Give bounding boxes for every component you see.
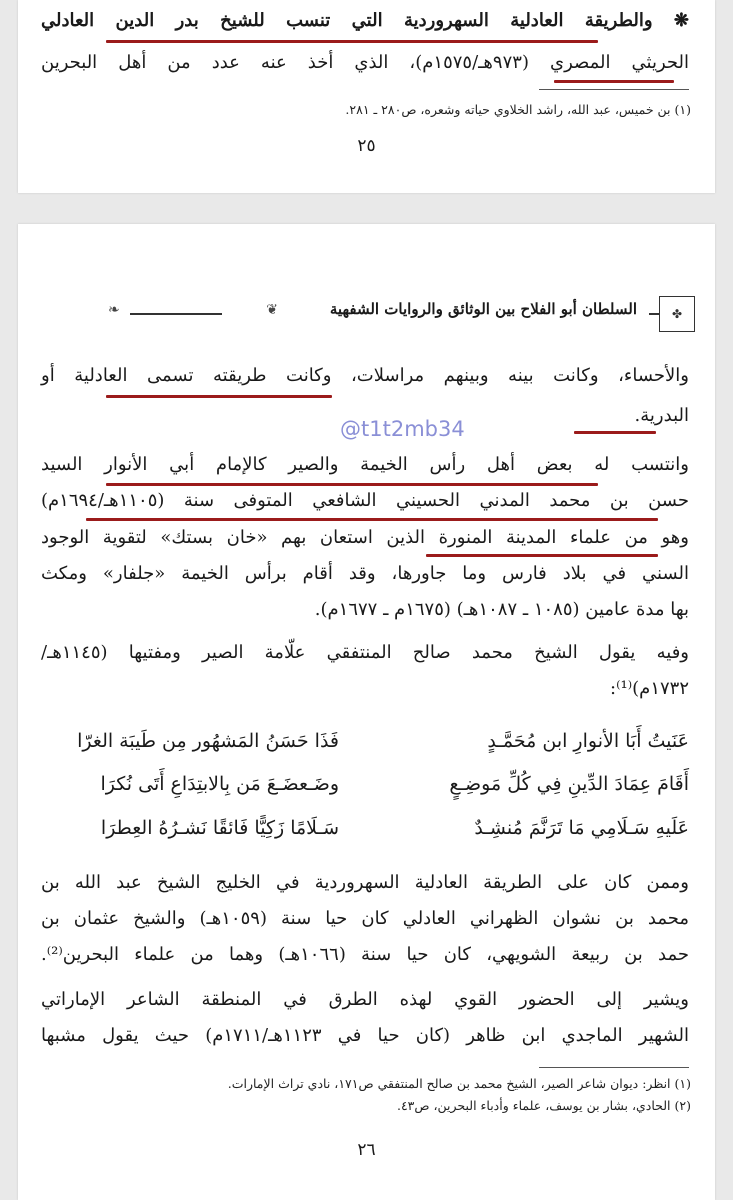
verse-2-left: وضَـعضَـعَ مَن بِالابتِدَاعِ أَتَى نُكرَا	[100, 773, 339, 795]
bottom-page	[18, 224, 715, 1200]
top-footnote: (١) بن خميس، عبد الله، راشد الخلاوي حياته وشعره، ص٢٨٠ ـ ٢٨١.	[345, 102, 691, 117]
top-text-line-1: ❋ والطريقة العادلية السهروردية التي تنسب للشيخ بدر الدين العادلي	[41, 10, 689, 31]
verse-2-right: أَقَامَ عِمَادَ الدِّينِ فِي كُلِّ مَوضِـعٍ	[449, 773, 689, 795]
ornament-icon: ✤	[671, 307, 683, 321]
underline	[554, 80, 674, 83]
header-flourish-icon: ❧	[108, 302, 120, 318]
header-line	[130, 313, 222, 315]
paragraph-1-line-1: والأحساء، وكانت بينه وبينهم مراسلات، وكانت طريقته تسمى العادلية أو	[41, 365, 689, 386]
footnote-1: (١) انظر: ديوان شاعر الصير، الشيخ محمد بن صالح المنتفقي ص١٧١، نادي تراث الإمارات.	[227, 1076, 691, 1091]
paragraph-3-line-1: وفيه يقول الشيخ محمد صالح المنتفقي علّامة الصير ومفتيها (١١٤٥هـ/	[41, 642, 689, 663]
header-title: السلطان أبو الفلاح بين الوثائق والروايات الشفهية	[329, 300, 637, 318]
paragraph-3-line-2: ١٧٣٢م)⁽¹⁾:	[610, 678, 689, 699]
paragraph-5-line-1: ويشير إلى الحضور القوي لهذه الطرق في المنطقة الشاعر الإماراتي	[41, 989, 689, 1010]
footnote-2: (٢) الحادي، بشار بن يوسف، علماء وأدباء البحرين، ص٤٣.	[396, 1098, 691, 1113]
underline	[426, 554, 658, 557]
page-number: ٢٥	[357, 136, 376, 156]
paragraph-2-line-3: وهو من علماء المدينة المنورة الذين استعان بهم «خان بستك» لتقوية الوجود	[41, 527, 689, 548]
header-line	[649, 313, 659, 315]
paragraph-4-line-2: محمد بن نشوان الظهراني العادلي كان حيا سنة (١٠٥٩هـ) والشيخ عثمان بن	[41, 908, 690, 929]
verse-3-right: عَلَيهِ سَـلَامِي مَا تَرَنَّمَ مُنشِـدٌ	[474, 817, 689, 839]
paragraph-4-line-1: وممن كان على الطريقة العادلية السهروردية في الخليج الشيخ عبد الله بن	[41, 872, 689, 893]
underline	[86, 518, 658, 521]
verse-1-left: فَذَا حَسَنُ المَشهُور مِن طَيبَة الغرّا	[77, 730, 339, 752]
verse-1-right: عَنَيتُ أَبَا الأنوارِ ابن مُحَمَّـدٍ	[487, 730, 689, 752]
underline	[574, 431, 656, 434]
paragraph-1-line-2: البدرية.	[634, 405, 689, 426]
header-ornament-box	[659, 296, 695, 332]
underline	[106, 395, 332, 398]
page-number: ٢٦	[357, 1140, 376, 1160]
footnote-rule	[539, 1067, 689, 1068]
paragraph-2-line-4: السني في بلاد فارس وما جاورها، وقد أقام برأس الخيمة «جلفار» ومكث	[41, 563, 689, 584]
verse-3-left: سَـلَامًا زَكِيًّا فَائقًا نَشـرُهُ العِطرَا	[100, 817, 339, 839]
paragraph-2-line-2: حسن بن محمد المدني الحسيني الشافعي المتوفى سنة (١١٠٥هـ/١٦٩٤م)	[41, 490, 689, 511]
footnote-rule	[539, 89, 689, 90]
watermark: @t1t2mb34	[340, 417, 465, 441]
header-flourish-icon: ❦	[266, 302, 278, 318]
paragraph-2-line-1: وانتسب له بعض أهل رأس الخيمة والصير كالإمام أبي الأنوار السيد	[41, 454, 689, 475]
top-page	[18, 0, 715, 193]
underline	[106, 40, 598, 43]
paragraph-2-line-5: بها مدة عامين (١٠٨٥ ـ ١٠٨٧هـ) (١٦٧٥م ـ ١٦٧٧م).	[314, 599, 689, 620]
paragraph-5-line-2: الشهير الماجدي ابن ظاهر (كان حيا في ١١٢٣هـ/١٧١١م) حيث يقول مشبها	[41, 1025, 689, 1046]
top-text-line-2: الحريثي المصري (٩٧٣هـ/١٥٧٥م)، الذي أخذ عنه عدد من أهل البحرين	[41, 52, 690, 73]
paragraph-4-line-3: حمد بن ربيعة الشويهي، كان حيا سنة (١٠٦٦هـ) وهما من علماء البحرين⁽²⁾.	[41, 944, 689, 965]
